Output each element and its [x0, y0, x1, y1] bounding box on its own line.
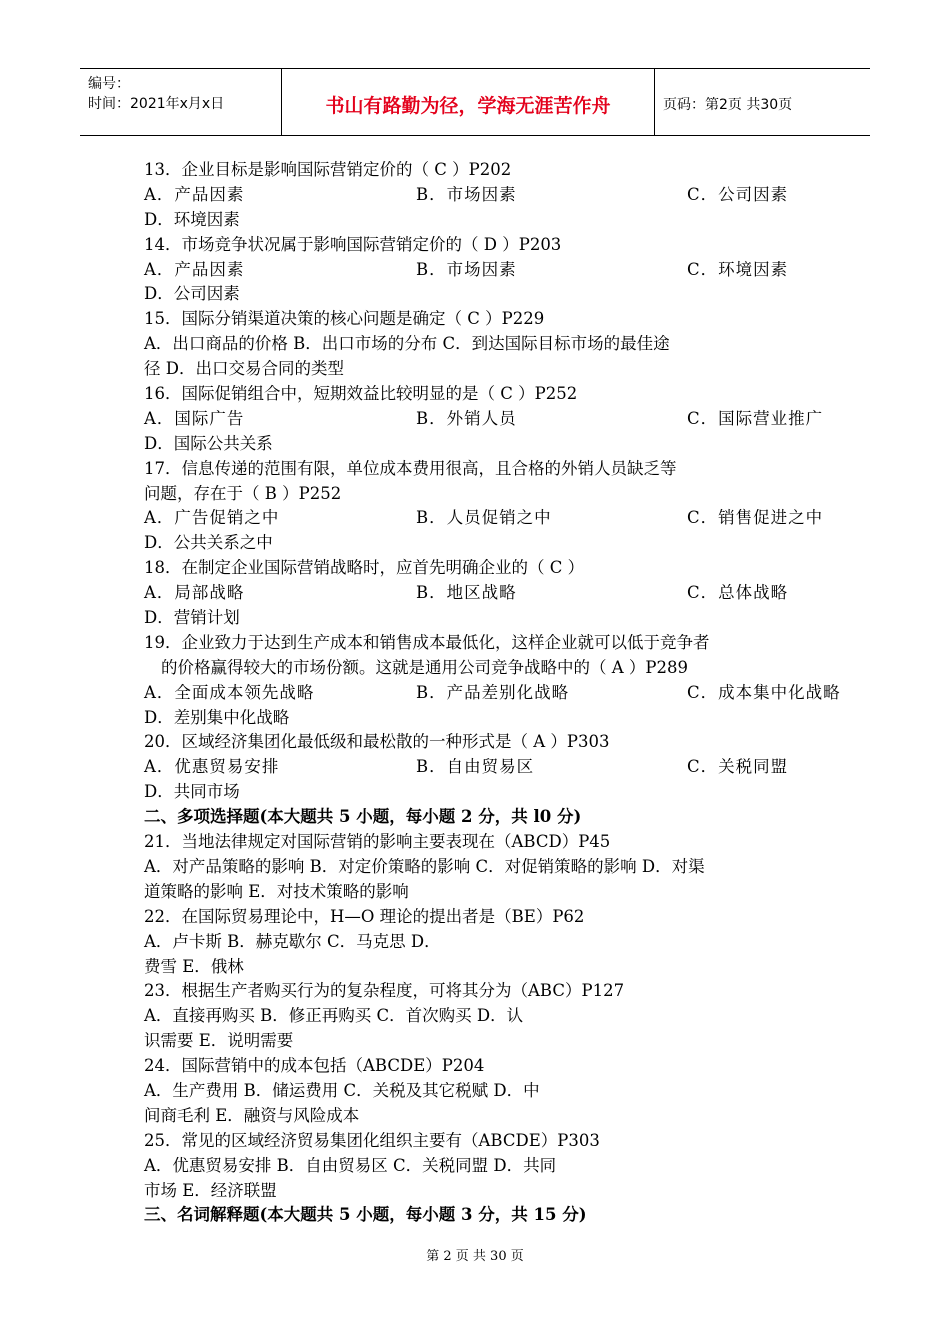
- question-stem: 19．企业致力于达到生产成本和销售成本最低化，这样企业就可以低于竞争者: [144, 632, 710, 652]
- options-row: [144, 581, 806, 606]
- option-d: D．国际公共关系: [144, 433, 273, 453]
- options-line: 径 D．出口交易合同的类型: [144, 359, 344, 379]
- options-line: 识需要 E．说明需要: [144, 1031, 294, 1051]
- question-stem: 25．常见的区域经济贸易集团化组织主要有（ABCDE）P303: [144, 1130, 600, 1150]
- options-row: [144, 755, 806, 780]
- question-stem: 22．在国际贸易理论中，H—O 理论的提出者是（BE）P62: [144, 906, 585, 926]
- options-line: 市场 E．经济联盟: [144, 1180, 277, 1200]
- option-c: C．环境因素: [687, 259, 789, 279]
- option-d: D．营销计划: [144, 608, 240, 628]
- options-row: [144, 407, 824, 432]
- option-a: A．产品因素: [144, 259, 245, 279]
- option-c: C．国际营业推广: [687, 408, 824, 428]
- options-line: 费雪 E．俄林: [144, 956, 244, 976]
- option-a: A．产品因素: [144, 184, 245, 204]
- option-a: A．广告促销之中: [144, 508, 280, 528]
- options-line: A．生产费用 B．储运费用 C．关税及其它税赋 D．中: [144, 1080, 540, 1100]
- document-date-label: 时间：2021年x月x日: [88, 96, 225, 112]
- option-a: A．优惠贸易安排: [144, 757, 280, 777]
- options-line: A．优惠贸易安排 B．自由贸易区 C．关税同盟 D．共同: [144, 1155, 557, 1175]
- options-line: A．直接再购买 B．修正再购买 C．首次购买 D．认: [144, 1006, 524, 1026]
- option-b: B．人员促销之中: [416, 508, 552, 528]
- header-motto-cell: [282, 69, 655, 135]
- option-a: A．全面成本领先战略: [144, 682, 315, 702]
- document-body: [144, 158, 841, 1228]
- option-c: C．销售促进之中: [687, 508, 824, 528]
- option-b: B．地区战略: [416, 583, 517, 603]
- page-footer: 第 2 页 共 30 页: [426, 1249, 524, 1264]
- question-stem: 15．国际分销渠道决策的核心问题是确定（ C ）P229: [144, 309, 545, 329]
- section-title: 二、多项选择题(本大题共 5 小题，每小题 2 分，共 l0 分): [144, 807, 582, 827]
- question-stem: 17．信息传递的范围有限，单位成本费用很高，且合格的外销人员缺乏等: [144, 458, 677, 478]
- option-d: D．差别集中化战略: [144, 707, 290, 727]
- option-a: A．国际广告: [144, 408, 245, 428]
- options-line: A．对产品策略的影响 B．对定价策略的影响 C．对促销策略的影响 D．对渠: [144, 856, 705, 876]
- question-stem: 20．区域经济集团化最低级和最松散的一种形式是（ A ）P303: [144, 732, 610, 752]
- question-stem: 问题，存在于（ B ）P252: [144, 483, 342, 503]
- options-row: [144, 183, 806, 208]
- option-b: B．自由贸易区: [416, 757, 535, 777]
- option-b: B．市场因素: [416, 259, 517, 279]
- page-header: [80, 68, 870, 136]
- options-line: 间商毛利 E．融资与风险成本: [144, 1105, 360, 1125]
- option-a: A．局部战略: [144, 583, 245, 603]
- options-row: [144, 258, 806, 283]
- option-c: C．总体战略: [687, 583, 789, 603]
- options-line: A．卢卡斯 B．赫克歇尔 C．马克思 D．: [144, 931, 441, 951]
- option-b: B．市场因素: [416, 184, 517, 204]
- option-d: D．共同市场: [144, 782, 240, 802]
- question-stem: 的价格赢得较大的市场份额。这就是通用公司竞争战略中的（ A ）P289: [161, 657, 689, 677]
- question-stem: 21．当地法律规定对国际营销的影响主要表现在（ABCD）P45: [144, 832, 611, 852]
- question-stem: 23．根据生产者购买行为的复杂程度，可将其分为（ABC）P127: [144, 981, 625, 1001]
- question-stem: 14．市场竞争状况属于影响国际营销定价的（ D ）P203: [144, 234, 562, 254]
- question-stem: 24．国际营销中的成本包括（ABCDE）P204: [144, 1056, 485, 1076]
- options-line: A．出口商品的价格 B．出口市场的分布 C．到达国际目标市场的最佳途: [144, 334, 670, 354]
- option-d: D．公共关系之中: [144, 533, 273, 553]
- option-c: C．成本集中化战略: [687, 682, 841, 702]
- document-number-label: 编号：: [88, 76, 130, 92]
- header-left-cell: [80, 69, 282, 135]
- question-stem: 13．企业目标是影响国际营销定价的（ C ）P202: [144, 160, 512, 179]
- options-line: 道策略的影响 E．对技术策略的影响: [144, 881, 409, 901]
- options-row: [144, 506, 824, 531]
- options-row: [144, 681, 841, 706]
- option-c: C．关税同盟: [687, 757, 789, 777]
- option-d: D．公司因素: [144, 284, 240, 304]
- option-c: C．公司因素: [687, 184, 789, 204]
- header-motto: 书山有路勤为径，学海无涯苦作舟: [325, 95, 611, 117]
- option-b: B．外销人员: [416, 408, 517, 428]
- header-page-info: 页码：第2页 共30页: [663, 97, 793, 113]
- header-page-cell: [655, 69, 870, 135]
- section-title: 三、名词解释题(本大题共 5 小题，每小题 3 分，共 15 分): [144, 1205, 587, 1225]
- question-stem: 16．国际促销组合中，短期效益比较明显的是（ C ）P252: [144, 384, 578, 404]
- question-stem: 18．在制定企业国际营销战略时，应首先明确企业的（ C ）: [144, 558, 585, 578]
- option-b: B．产品差别化战略: [416, 682, 570, 702]
- option-d: D．环境因素: [144, 209, 240, 229]
